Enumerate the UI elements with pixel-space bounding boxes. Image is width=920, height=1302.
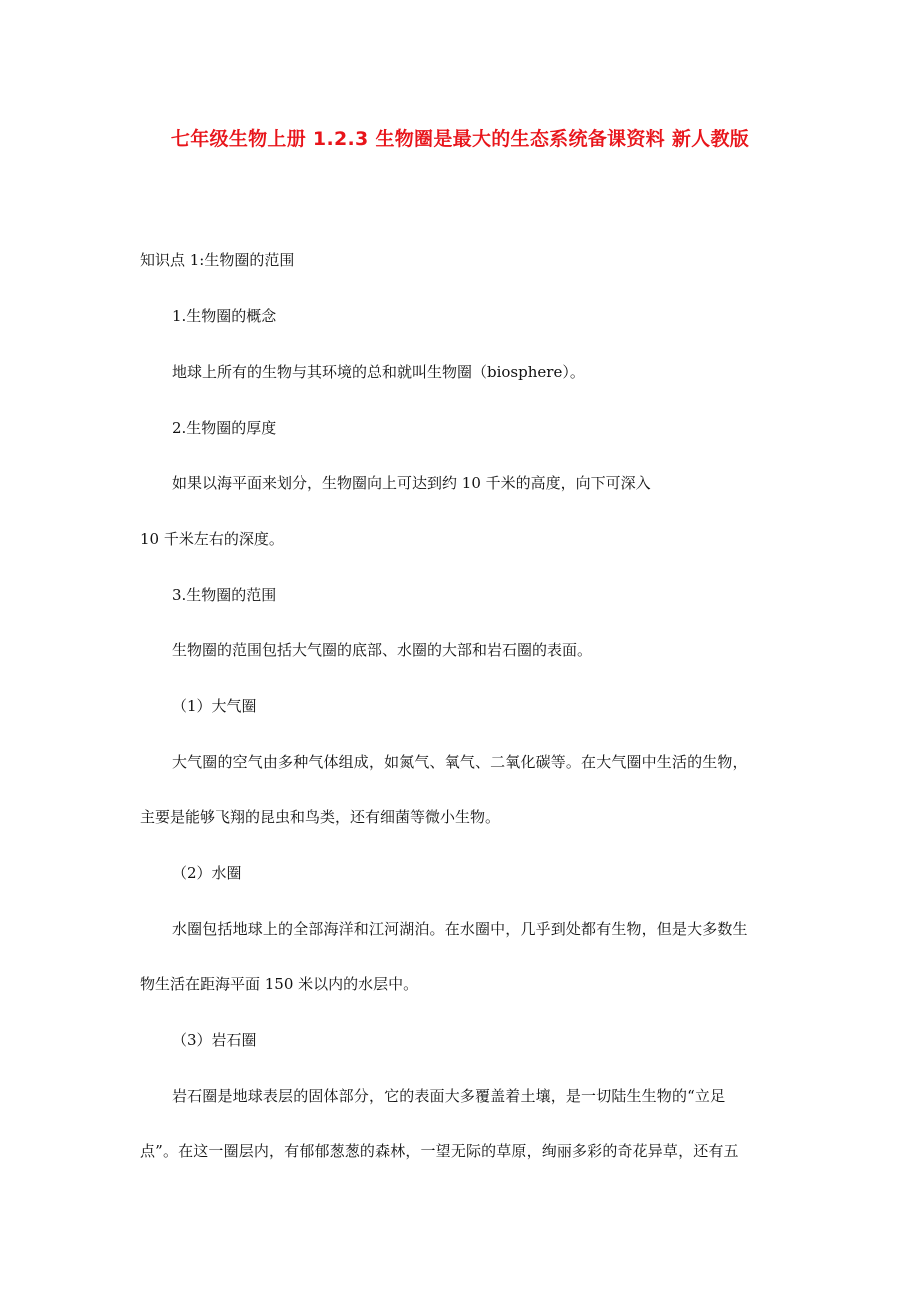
subheading: 1.生物圈的概念 [172, 307, 277, 325]
paragraph-line: 大气圈的空气由多种气体组成，如氮气、氧气、二氧化碳等。在大气圈中生活的生物， [172, 753, 748, 771]
subheading: （1）大气圈 [172, 697, 257, 715]
paragraph-line: 主要是能够飞翔的昆虫和鸟类，还有细菌等微小生物。 [140, 808, 501, 826]
subheading: 2.生物圈的厚度 [172, 419, 277, 437]
section-heading: 知识点 1:生物圈的范围 [140, 251, 295, 269]
paragraph-line: 如果以海平面来划分，生物圈向上可达到约 10 千米的高度，向下可深入 [172, 474, 651, 492]
paragraph-line: 生物圈的范围包括大气圈的底部、水圈的大部和岩石圈的表面。 [172, 641, 593, 659]
paragraph-line: 地球上所有的生物与其环境的总和就叫生物圈（biosphere）。 [172, 363, 585, 381]
subheading: （3）岩石圈 [172, 1031, 257, 1049]
paragraph-line: 点”。在这一圈层内，有郁郁葱葱的森林，一望无际的草原，绚丽多彩的奇花异草，还有五 [140, 1142, 739, 1160]
paragraph-line: 10 千米左右的深度。 [140, 530, 284, 548]
paragraph-line: 岩石圈是地球表层的固体部分，它的表面大多覆盖着土壤，是一切陆生生物的“立足 [172, 1087, 726, 1105]
paragraph-line: 水圈包括地球上的全部海洋和江河湖泊。在水圈中，几乎到处都有生物，但是大多数生 [172, 920, 748, 938]
document-title: 七年级生物上册 1.2.3 生物圈是最大的生态系统备课资料 新人教版 [170, 128, 750, 150]
subheading: 3.生物圈的范围 [172, 586, 277, 604]
subheading: （2）水圈 [172, 864, 242, 882]
paragraph-line: 物生活在距海平面 150 米以内的水层中。 [140, 975, 419, 993]
